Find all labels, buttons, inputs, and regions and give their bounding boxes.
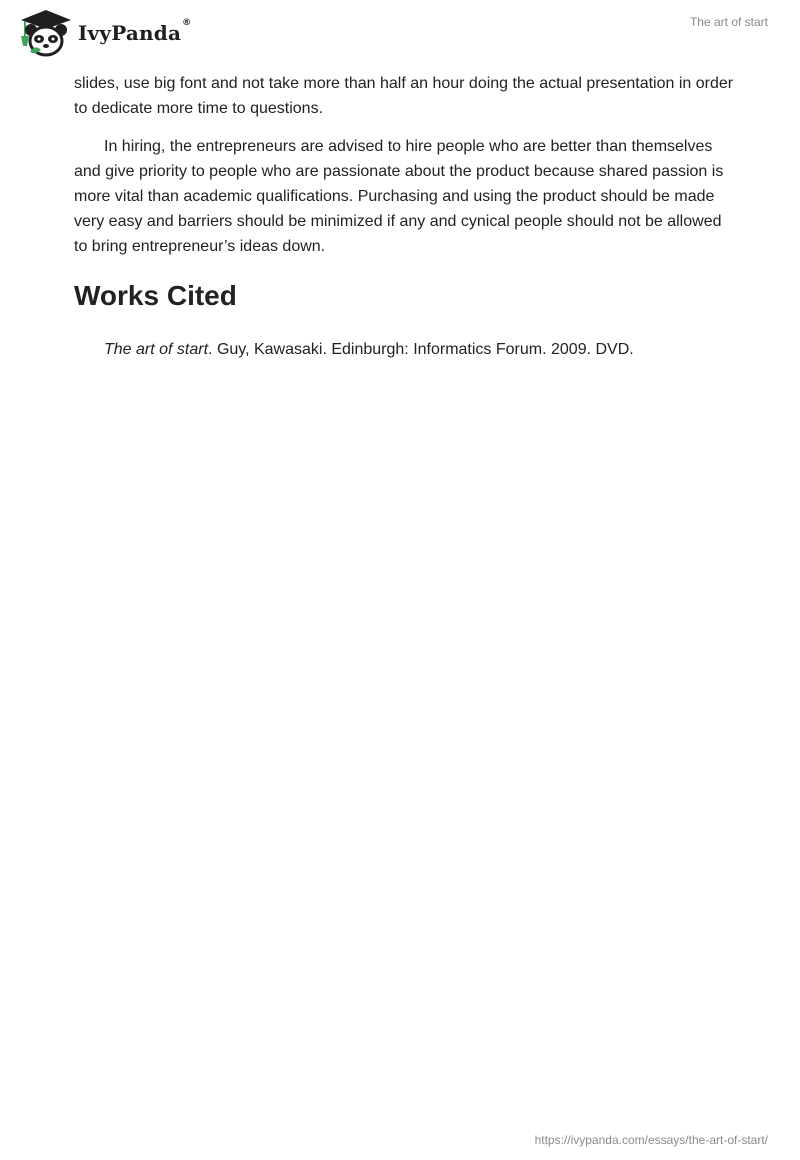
page-header: [0, 0, 800, 70]
ivypanda-logo[interactable]: [16, 8, 191, 58]
running-title: The art of start: [689, 15, 768, 29]
footer-url[interactable]: https://ivypanda.com/essays/the-art-of-start/: [534, 1133, 768, 1147]
brand-name: IvyPanda®: [78, 18, 192, 45]
essay-content: [74, 71, 734, 362]
body-paragraph-1: slides, use big font and not take more than half an hour doing the actual presentation in order to dedicate more time to questions.: [74, 75, 734, 117]
citation-entry: [74, 337, 734, 362]
citation-details: . Guy, Kawasaki. Edinburgh: Informatics Forum. 2009. DVD.: [208, 341, 634, 358]
registered-mark: ®: [182, 18, 192, 28]
panda-logo-icon: [16, 8, 76, 58]
body-paragraph-2: In hiring, the entrepreneurs are advised to hire people who are better than themselves and give priority to people who are passionate about the product because shared passion is more vital than academic qualifications. Purchasing and using the product should be made very easy and barriers should be minimized if any and cynical people should not be allowed to bring entrepreneur’s ideas down.: [74, 138, 724, 255]
works-cited-heading: Works Cited: [74, 280, 237, 311]
citation-title: The art of start: [104, 341, 209, 358]
